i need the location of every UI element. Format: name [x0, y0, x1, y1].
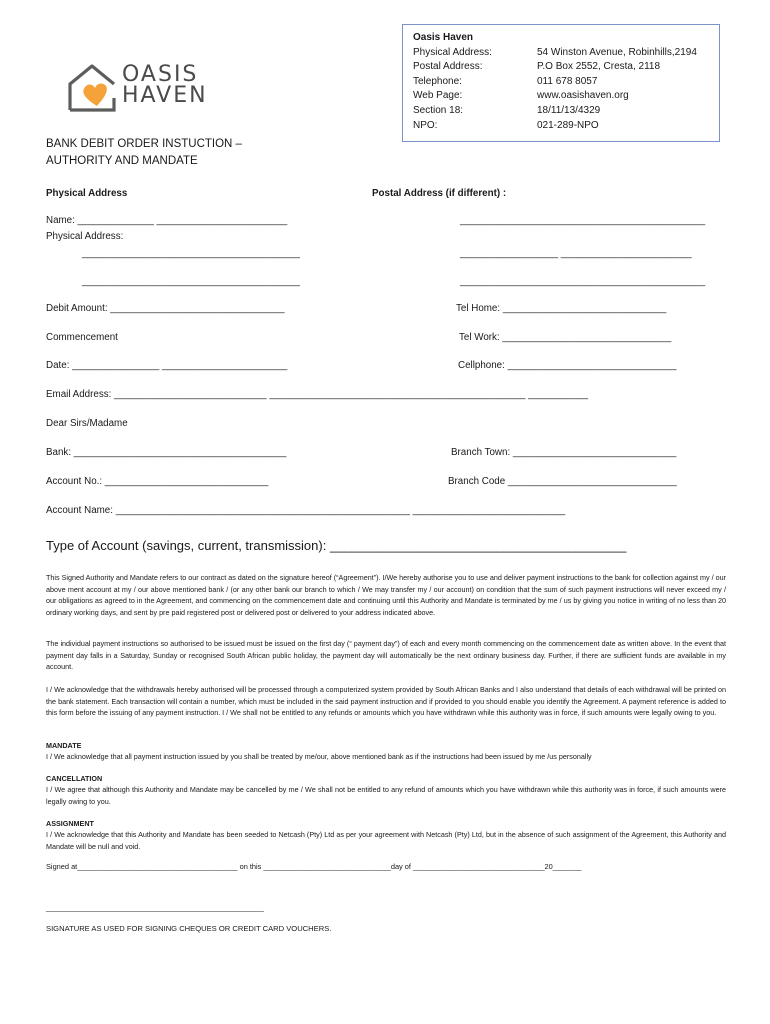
- org-name: Oasis Haven: [413, 32, 474, 43]
- info-value: www.oasishaven.org: [537, 90, 629, 102]
- house-heart-icon: [66, 62, 118, 114]
- mandate-heading: MANDATE: [46, 741, 82, 750]
- name-field[interactable]: Name: ______________ ________________________: [46, 215, 288, 226]
- info-label: Section 18:: [413, 104, 464, 116]
- tel-work-field[interactable]: Tel Work: _______________________________: [459, 332, 672, 343]
- oasis-haven-logo: [66, 62, 226, 114]
- postal-address-line-3[interactable]: _____________________________________________: [460, 276, 706, 287]
- info-row: [413, 89, 709, 104]
- account-name-field[interactable]: Account Name: ______________________________________________________ ____________________________: [46, 505, 566, 516]
- tel-home-field[interactable]: Tel Home: ______________________________: [456, 303, 667, 314]
- postal-address-line-1[interactable]: _____________________________________________: [460, 215, 706, 226]
- info-row: [413, 46, 709, 61]
- info-row: [413, 75, 709, 90]
- info-value: 18/11/13/4329: [537, 104, 601, 116]
- info-value: P.O Box 2552, Cresta, 2118: [537, 61, 661, 73]
- info-value: 011 678 8057: [537, 75, 598, 87]
- info-label: Postal Address:: [413, 61, 483, 73]
- signed-at-line[interactable]: Signed at_______________________________________ on this _______________________________day of ________________________________20_______: [46, 862, 582, 871]
- assignment-text: I / We acknowledge that this Authority and Mandate has been seeded to Netcash (Pty) Ltd as per your agreement with Netcash (Pty) Ltd, but in the absence of such assignment of the Agreement, this Authority and Mandate will be null and void.: [46, 830, 726, 851]
- type-of-account-field[interactable]: Type of Account (savings, current, transmission): _________________________________________: [46, 538, 627, 553]
- mandate-text: I / We acknowledge that all payment instruction issued by you shall be treated by me/our, above mentioned bank as if the instructions had been issued by me /us personally: [46, 752, 592, 761]
- branch-town-field[interactable]: Branch Town: ______________________________: [451, 447, 677, 458]
- cancellation-heading: CANCELLATION: [46, 774, 103, 783]
- physical-address-line-2[interactable]: ________________________________________: [82, 276, 300, 287]
- payment-day-paragraph: The individual payment instructions so authorised to be issued must be issued on the first day (“ payment day”) of each and every month commencing on the commencement date as written above. In the event that payment day falls in a Saturday, Sunday or recognised South African public holiday, the payment day will automatically be the next ordinary business day. Further, if there are sufficient funds are available in my account.: [46, 639, 726, 672]
- postal-address-heading: Postal Address (if different) :: [372, 188, 507, 199]
- logo-wordmark: [122, 64, 208, 106]
- date-field[interactable]: Date: ________________ _______________________: [46, 360, 288, 371]
- info-row: [413, 119, 709, 134]
- info-value: 54 Winston Avenue, Robinhills,2194: [537, 46, 697, 58]
- postal-address-line-2[interactable]: __________________ ________________________: [460, 248, 692, 259]
- agreement-paragraph: This Signed Authority and Mandate refers to our contract as dated on the signature hereof (“Agreement”). I/We hereby authorise you to use and deliver payment instructions to the bank for collection against my / our above ment account at my / our above mentioned bank / (or any other bank our branch to which / We may transfer my / our account) on condition that the sum of such payment instructions will never exceed my / our obligations as agreed to in the Agreement, and commencing on the commencement date and continuing until this Authority and Mandate is terminated by me / us by giving you notice in writing of no less than 20 ordinary working days, and sent by pre paid registered post or delivered post or delivered to your address indicated above.: [46, 573, 726, 617]
- info-label: Telephone:: [413, 75, 462, 87]
- organization-info-box: [402, 24, 720, 142]
- physical-address-heading: Physical Address: [46, 188, 128, 199]
- branch-code-field[interactable]: Branch Code _______________________________: [448, 476, 677, 487]
- physical-address-label: Physical Address:: [46, 231, 124, 242]
- info-row: [413, 60, 709, 75]
- bank-field[interactable]: Bank: _______________________________________: [46, 447, 287, 458]
- physical-address-line-1[interactable]: ________________________________________: [82, 248, 300, 259]
- info-value: 021-289-NPO: [537, 119, 599, 131]
- info-label: NPO:: [413, 119, 438, 131]
- account-number-field[interactable]: Account No.: ______________________________: [46, 476, 269, 487]
- commencement-field[interactable]: Commencement: [46, 332, 118, 343]
- signature-line[interactable]: _____________________________________________________: [46, 903, 264, 912]
- signature-caption: SIGNATURE AS USED FOR SIGNING CHEQUES OR CREDIT CARD VOUCHERS.: [46, 924, 332, 933]
- debit-amount-field[interactable]: Debit Amount: ________________________________: [46, 303, 285, 314]
- info-label: Physical Address:: [413, 46, 492, 58]
- info-row: [413, 104, 709, 119]
- withdrawal-paragraph: I / We acknowledge that the withdrawals hereby authorised will be processed through a computerized system provided by South African Banks and I also understand that details of each withdrawal will be printed on the bank statement. Each transaction will contain a number, which must be included in the said payment instruction and if provided to you should enable you identify the Agreement. A payment reference is added to this form before the issuing of any payment instruction. I / We shall not be entitled to any refunds or amounts which you have withdrawn while this authority was in force, if such amounts were legally owing to you.: [46, 685, 726, 718]
- cancellation-text: I / We agree that although this Authority and Mandate may be cancelled by me / We shall not be entitled to any refund of amounts which you have withdrawn while this authority was in force, if such amounts were legally owing to you.: [46, 785, 726, 806]
- logo-line-2: HAVEN: [122, 83, 208, 108]
- email-field[interactable]: Email Address: ____________________________ _______________________________________________ ___________: [46, 389, 589, 400]
- cellphone-field[interactable]: Cellphone: _______________________________: [458, 360, 677, 371]
- document-title: BANK DEBIT ORDER INSTUCTION – AUTHORITY AND MANDATE: [46, 138, 242, 167]
- assignment-heading: ASSIGNMENT: [46, 819, 94, 828]
- logo-line-1: OASIS: [122, 62, 199, 87]
- info-label: Web Page:: [413, 90, 463, 102]
- salutation: Dear Sirs/Madame: [46, 418, 128, 429]
